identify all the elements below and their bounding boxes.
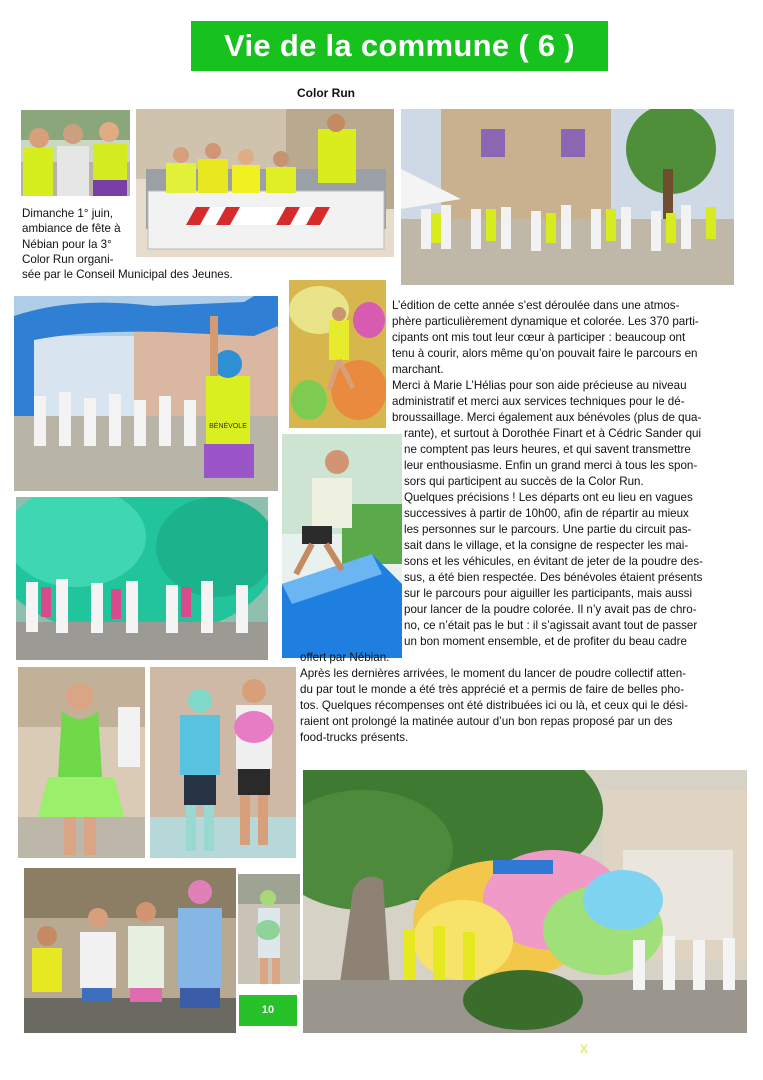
article-line: successives à partir de 10h00, afin de répartir au mieux: [404, 507, 689, 520]
photo-organizers: [21, 110, 130, 196]
article-line: pour lancer de la poudre colorée. Il n’y avait pas de chro-: [404, 603, 697, 616]
article-line: offert par Nébian.: [300, 651, 390, 664]
article-line: administratif et merci aux services techniques pour le dé-: [392, 395, 685, 408]
article-line: broussaillage. Merci également aux bénévoles (plus de qua-: [392, 411, 702, 424]
article-subtitle: Color Run: [297, 86, 355, 100]
page-number: 10: [239, 995, 297, 1026]
intro-line: Color Run organi-: [22, 252, 114, 266]
intro-line: Nébian pour la 3°: [22, 237, 112, 251]
photo-inflatable-jump: [282, 434, 402, 658]
article-line: phère particulièrement dynamique et colorée. Les 370 parti-: [392, 315, 699, 328]
article-line: rante), et surtout à Dorothée Finart et à Cédric Sander qui: [404, 427, 702, 440]
article-line: Merci à Marie L’Hélias pour son aide précieuse au niveau: [392, 379, 687, 392]
photo-powder-ground: [289, 280, 386, 428]
article-line: ne comptent pas leurs heures, et qui savent transmettre: [404, 443, 691, 456]
article-line: sus, a été bien respectée. Des bénévoles étaient présents: [404, 571, 703, 584]
article-line: Quelques précisions ! Les départs ont eu lieu en vagues: [404, 491, 693, 504]
article-line: no, ce n’était pas le but : il s’agissait avant tout de passer: [404, 619, 698, 632]
article-line: L’édition de cette année s’est déroulée dans une atmos-: [392, 299, 680, 312]
footer-mark: X: [580, 1042, 589, 1056]
article-line: tos. Quelques récompenses ont été distribuées ici ou là, et ceux qui le dési-: [300, 699, 688, 712]
photo-powder-cloud: [303, 770, 747, 1033]
article-line: food-trucks présents.: [300, 731, 409, 744]
photo-teal-powder: [16, 497, 268, 660]
page-title: Vie de la commune ( 6 ): [191, 21, 608, 71]
article-line: tenu à courir, alors même qu’on pouvait faire le parcours en: [392, 347, 698, 360]
intro-line: Dimanche 1° juin,: [22, 207, 113, 220]
photo-narrow-runner: [238, 874, 300, 984]
article-line: Après les dernières arrivées, le moment du lancer de poudre collectif atten-: [300, 667, 687, 680]
vest-label: BÉNÉVOLE: [209, 423, 247, 430]
photo-crowd-street: [401, 109, 734, 285]
article-line: un bon moment ensemble, et de profiter du beau cadre: [404, 635, 687, 648]
photo-stage-group: [24, 868, 236, 1033]
article-line: du par tout le monde a été très apprécié et a permis de faire de belles pho-: [300, 683, 685, 696]
article-line: sur le parcours pour aiguiller les participants, mais aussi: [404, 587, 693, 600]
article-line: marchant.: [392, 363, 444, 376]
article-line: leur enthousiasme. Enfin un grand merci à tous les spon-: [404, 459, 698, 472]
intro-paragraph: [22, 206, 272, 282]
article-line: raient ont prolongé la matinée autour d’un bon repas proposé par un des: [300, 715, 673, 728]
article-line: sors qui participent au succès de la Color Run.: [404, 475, 644, 488]
photo-start-arch: [14, 296, 278, 491]
article-line: cipants ont mis tout leur cœur à participer : beaucoup ont: [392, 331, 686, 344]
article-line: les personnes sur le parcours. Une partie du circuit pas-: [404, 523, 692, 536]
intro-line: ambiance de fête à: [22, 222, 121, 236]
article-line: sons et les véhicules, en évitant de jeter de la poudre des-: [404, 555, 704, 568]
photo-green-runner: [18, 667, 145, 858]
intro-line: sée par le Conseil Municipal des Jeunes.: [22, 268, 233, 282]
photo-powder-runners: [150, 667, 296, 858]
article-line: sait dans le village, et la consigne de respecter les mai-: [404, 539, 689, 552]
